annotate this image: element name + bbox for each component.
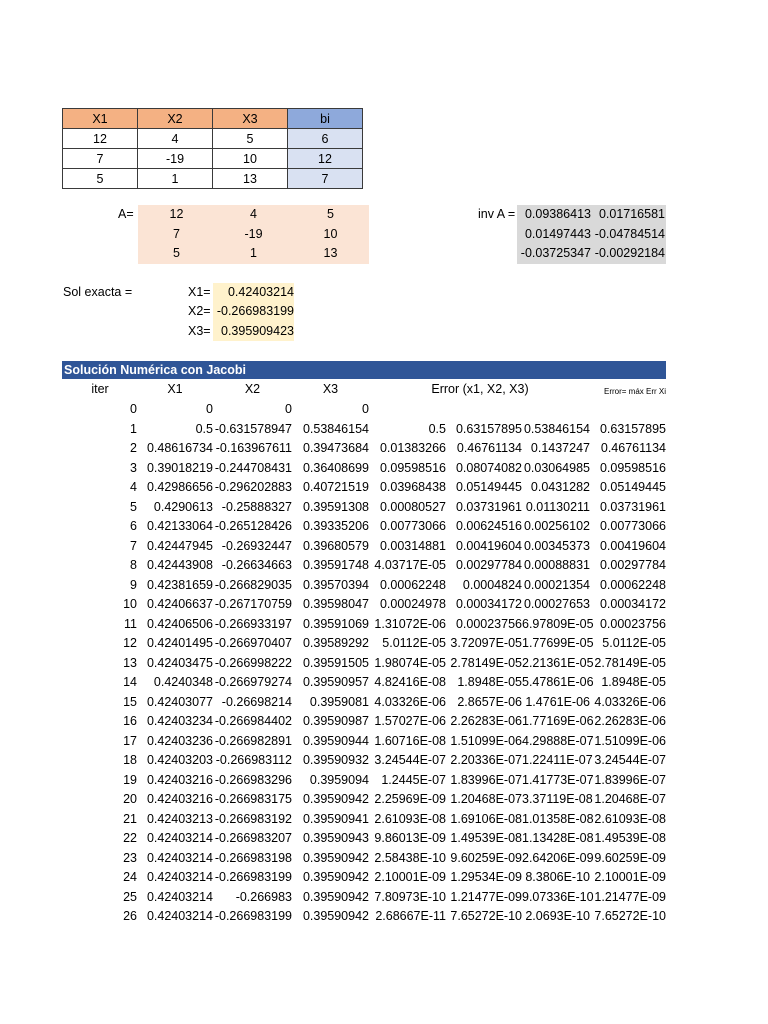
max-error-cell[interactable]: 0.46761134 bbox=[600, 441, 666, 455]
iter-cell[interactable]: 24 bbox=[123, 870, 137, 884]
x3-cell[interactable]: 0.39591308 bbox=[302, 499, 369, 514]
iter-cell[interactable]: 4 bbox=[130, 480, 137, 494]
iter-cell[interactable]: 20 bbox=[123, 792, 137, 806]
x2-cell[interactable]: -0.266983207 bbox=[214, 831, 292, 845]
x3-cell[interactable]: 0.39598047 bbox=[302, 597, 369, 611]
x3-cell[interactable]: 0.39335206 bbox=[302, 519, 369, 533]
iter-cell[interactable]: 15 bbox=[123, 694, 137, 709]
x2-cell[interactable]: -0.25888327 bbox=[221, 499, 292, 514]
system-table-row bbox=[63, 129, 363, 149]
x2-cell[interactable]: -0.266983175 bbox=[214, 792, 292, 806]
error-x3-cell[interactable]: 1.01358E-08 bbox=[522, 811, 594, 826]
cell[interactable]: 10 bbox=[213, 149, 288, 169]
error-x1-cell[interactable]: 1.98074E-05 bbox=[374, 655, 446, 670]
x3-cell[interactable]: 0.39590942 bbox=[302, 909, 369, 923]
error-x2-cell[interactable]: 1.83996E-07 bbox=[450, 772, 522, 787]
matrix-a-cell[interactable]: 12 bbox=[169, 207, 184, 221]
x1-cell[interactable]: 0.5 bbox=[195, 421, 213, 436]
max-error-cell[interactable]: 1.51099E-06 bbox=[594, 733, 666, 748]
inverse-a-cell[interactable]: 0.09386413 bbox=[524, 207, 591, 221]
x3-cell[interactable]: 0 bbox=[362, 402, 369, 416]
system-table bbox=[62, 108, 363, 189]
iter-cell[interactable]: 13 bbox=[123, 655, 137, 670]
x3-cell[interactable]: 0.39590957 bbox=[302, 675, 369, 689]
x2-cell[interactable]: -0.265128426 bbox=[214, 519, 292, 533]
max-error-cell[interactable]: 0.00062248 bbox=[599, 577, 666, 592]
iter-cell[interactable]: 19 bbox=[123, 772, 137, 787]
max-error-cell[interactable]: 0.00419604 bbox=[599, 538, 666, 553]
x2-cell[interactable]: -0.266983296 bbox=[214, 772, 292, 787]
error-x1-cell[interactable]: 5.0112E-05 bbox=[382, 636, 446, 650]
inverse-a-matrix bbox=[517, 205, 666, 264]
max-error-cell[interactable]: 1.83996E-07 bbox=[594, 772, 666, 787]
max-error-cell[interactable]: 0.00023756 bbox=[599, 616, 666, 631]
iter-cell[interactable]: 22 bbox=[123, 831, 137, 845]
error-x3-cell[interactable]: 0.53846154 bbox=[523, 421, 590, 436]
error-x1-cell[interactable]: 1.60716E-08 bbox=[374, 733, 446, 748]
header-cell[interactable]: X3 bbox=[213, 109, 288, 129]
x2-cell[interactable]: -0.266829035 bbox=[214, 577, 292, 592]
x3-header: X3 bbox=[322, 382, 339, 396]
error-x2-cell[interactable]: 1.21477E-09 bbox=[450, 889, 522, 904]
error-x3-cell[interactable]: 0.00027653 bbox=[523, 597, 590, 611]
x1-cell[interactable]: 0.42403077 bbox=[146, 694, 213, 709]
error-x2-cell[interactable]: 2.20336E-07 bbox=[450, 753, 522, 767]
iter-cell[interactable]: 26 bbox=[123, 909, 137, 923]
max-error-cell[interactable]: 0.00297784 bbox=[599, 558, 666, 572]
error-x3-cell[interactable]: 0.1437247 bbox=[530, 441, 590, 455]
error-x3-cell[interactable]: 0.00088831 bbox=[523, 558, 590, 572]
error-x3-cell[interactable]: 1.77169E-06 bbox=[522, 714, 594, 728]
error-x2-cell[interactable]: 0.63157895 bbox=[455, 421, 522, 436]
matrix-a-cell[interactable]: 7 bbox=[173, 226, 180, 241]
error-x2-cell[interactable]: 0.0004824 bbox=[462, 577, 522, 592]
max-error-cell[interactable]: 3.24544E-07 bbox=[594, 753, 666, 767]
x2-cell[interactable]: -0.266983112 bbox=[215, 753, 292, 767]
error-x2-cell[interactable]: 0.00624516 bbox=[455, 519, 522, 533]
error-x3-cell[interactable]: 1.41773E-07 bbox=[522, 772, 594, 787]
matrix-a-cell[interactable]: 4 bbox=[250, 207, 257, 221]
error-x1-cell[interactable]: 2.61093E-08 bbox=[374, 811, 446, 826]
x1-cell[interactable]: 0.42406637 bbox=[146, 597, 213, 611]
x2-cell[interactable]: -0.631578947 bbox=[214, 421, 292, 436]
error-x1-cell[interactable]: 2.25969E-09 bbox=[374, 792, 446, 806]
x3-cell[interactable]: 0.39590942 bbox=[302, 850, 369, 865]
x2-cell[interactable]: -0.266982891 bbox=[214, 733, 292, 748]
x2-header: X2 bbox=[244, 382, 261, 396]
iter-header: iter bbox=[91, 382, 109, 396]
x1-cell[interactable]: 0.42403213 bbox=[146, 811, 213, 826]
x3-cell[interactable]: 0.39590943 bbox=[302, 831, 369, 845]
matrix-a-cell[interactable]: 5 bbox=[173, 246, 180, 261]
error-x3-cell[interactable]: 9.07336E-10 bbox=[522, 889, 594, 904]
matrix-a bbox=[138, 205, 369, 264]
x1-cell[interactable]: 0.42403475 bbox=[146, 655, 213, 670]
error-x1-cell[interactable]: 1.2445E-07 bbox=[381, 772, 446, 787]
error-x1-cell[interactable]: 2.68667E-11 bbox=[375, 909, 446, 923]
x2-cell[interactable]: -0.163967611 bbox=[215, 441, 292, 455]
error-x2-cell[interactable]: 2.26283E-06 bbox=[450, 714, 522, 728]
cell[interactable]: 1 bbox=[138, 169, 213, 189]
x3-cell[interactable]: 0.39590942 bbox=[302, 889, 369, 904]
error-x3-cell[interactable]: 0.01130211 bbox=[525, 499, 590, 514]
x1-value[interactable]: 0.42403214 bbox=[227, 285, 294, 299]
iter-cell[interactable]: 21 bbox=[123, 811, 137, 826]
iter-cell[interactable]: 12 bbox=[123, 636, 137, 650]
inverse-a-cell[interactable]: -0.03725347 bbox=[520, 246, 591, 261]
iter-cell[interactable]: 8 bbox=[130, 558, 137, 572]
cell[interactable]: 5 bbox=[63, 169, 138, 189]
max-error-header: Error= máx Err Xi bbox=[603, 387, 666, 396]
x3-cell[interactable]: 0.39589292 bbox=[302, 636, 369, 650]
x3-cell[interactable]: 0.39590942 bbox=[302, 870, 369, 884]
error-x1-cell[interactable]: 1.57027E-06 bbox=[374, 714, 446, 728]
x1-cell[interactable]: 0.42403214 bbox=[146, 870, 213, 884]
x3-cell[interactable]: 0.36408699 bbox=[302, 460, 369, 475]
iter-cell[interactable]: 10 bbox=[123, 597, 137, 611]
matrix-a-cell[interactable]: 5 bbox=[327, 207, 334, 221]
x1-cell[interactable]: 0.42403216 bbox=[146, 772, 213, 787]
iter-cell[interactable]: 9 bbox=[130, 577, 137, 592]
x2-cell[interactable]: -0.266984402 bbox=[214, 714, 292, 728]
x1-cell[interactable]: 0.42403214 bbox=[146, 909, 213, 923]
x1-cell[interactable]: 0.42443908 bbox=[146, 558, 213, 572]
iter-cell[interactable]: 14 bbox=[123, 675, 137, 689]
x2-cell[interactable]: -0.266998222 bbox=[214, 655, 292, 670]
x3-cell[interactable]: 0.39590944 bbox=[302, 733, 369, 748]
error-x3-cell[interactable]: 2.0693E-10 bbox=[525, 909, 590, 923]
iter-cell[interactable]: 16 bbox=[123, 714, 137, 728]
inverse-a-cell[interactable]: 0.01716581 bbox=[598, 207, 665, 221]
max-error-cell[interactable]: 9.60259E-09 bbox=[594, 850, 666, 865]
cell[interactable]: -19 bbox=[138, 149, 213, 169]
error-x2-cell[interactable]: 1.8948E-05 bbox=[457, 675, 522, 689]
error-x2-cell[interactable]: 1.20468E-07 bbox=[450, 792, 522, 806]
x3-cell[interactable]: 0.39590942 bbox=[302, 792, 369, 806]
error-x3-cell[interactable]: 1.4761E-06 bbox=[525, 694, 590, 709]
x1-cell[interactable]: 0.42133064 bbox=[146, 519, 213, 533]
x2-cell[interactable]: -0.266933197 bbox=[214, 616, 292, 631]
error-x3-cell[interactable]: 0.00345373 bbox=[523, 538, 590, 553]
error-x3-cell[interactable]: 0.00021354 bbox=[523, 577, 590, 592]
iter-cell[interactable]: 1 bbox=[130, 421, 137, 436]
x3-cell[interactable]: 0.39591069 bbox=[302, 616, 369, 631]
inverse-a-cell[interactable]: -0.00292184 bbox=[594, 246, 665, 261]
x2-label: X2= bbox=[188, 304, 211, 318]
cell[interactable]: 13 bbox=[213, 169, 288, 189]
x3-label: X3= bbox=[188, 324, 211, 338]
x1-cell[interactable]: 0.42381659 bbox=[146, 577, 213, 592]
max-error-cell[interactable]: 0.00034172 bbox=[599, 597, 666, 611]
max-error-cell[interactable]: 0.09598516 bbox=[599, 460, 666, 475]
error-x3-cell[interactable]: 8.3806E-10 bbox=[525, 870, 590, 884]
iter-cell[interactable]: 3 bbox=[130, 460, 137, 475]
error-x1-cell[interactable]: 7.80973E-10 bbox=[374, 889, 446, 904]
x1-cell[interactable]: 0 bbox=[206, 402, 213, 416]
x3-cell[interactable]: 0.3959081 bbox=[309, 694, 369, 709]
error-x2-cell[interactable]: 1.69106E-08 bbox=[450, 811, 522, 826]
iter-cell[interactable]: 6 bbox=[130, 519, 137, 533]
x3-cell[interactable]: 0.39590987 bbox=[302, 714, 369, 728]
x1-cell[interactable]: 0.42401495 bbox=[146, 636, 213, 650]
matrix-a-cell[interactable]: -19 bbox=[244, 226, 263, 241]
error-x3-cell[interactable]: 0.03064985 bbox=[523, 460, 590, 475]
max-error-cell[interactable]: 5.0112E-05 bbox=[602, 636, 666, 650]
error-x1-cell[interactable]: 9.86013E-09 bbox=[374, 831, 446, 845]
error-x1-cell[interactable]: 0.00314881 bbox=[379, 538, 446, 553]
inverse-a-cell[interactable]: -0.04784514 bbox=[594, 226, 665, 241]
x1-cell[interactable]: 0.42403236 bbox=[146, 733, 213, 748]
x2-cell[interactable]: -0.26698214 bbox=[221, 694, 292, 709]
matrix-a-label: A= bbox=[118, 207, 134, 221]
x1-cell[interactable]: 0.48616734 bbox=[146, 441, 213, 455]
system-table-row bbox=[63, 169, 363, 189]
error-x1-cell[interactable]: 1.31072E-06 bbox=[374, 616, 446, 631]
error-x3-cell[interactable]: 0.0431282 bbox=[530, 480, 590, 494]
error-x1-cell[interactable]: 2.10001E-09 bbox=[374, 870, 446, 884]
x2-cell[interactable]: -0.26634663 bbox=[221, 558, 292, 572]
x1-cell[interactable]: 0.42403216 bbox=[146, 792, 213, 806]
iter-cell[interactable]: 5 bbox=[130, 499, 137, 514]
error-x1-cell[interactable]: 0.03968438 bbox=[379, 480, 446, 494]
max-error-cell[interactable]: 0.03731961 bbox=[599, 499, 666, 514]
x1-cell[interactable]: 0.42403214 bbox=[146, 850, 213, 865]
x1-cell[interactable]: 0.42986656 bbox=[146, 480, 213, 494]
error-x1-cell[interactable]: 0.09598516 bbox=[379, 460, 446, 475]
error-x1-cell[interactable]: 0.00062248 bbox=[379, 577, 446, 592]
x1-cell[interactable]: 0.42403214 bbox=[146, 831, 213, 845]
x3-value[interactable]: 0.395909423 bbox=[221, 324, 294, 338]
max-error-cell[interactable]: 0.63157895 bbox=[599, 421, 666, 436]
max-error-cell[interactable]: 1.49539E-08 bbox=[594, 831, 666, 845]
x2-cell[interactable]: -0.244708431 bbox=[214, 460, 292, 475]
error-x1-cell[interactable]: 3.24544E-07 bbox=[374, 753, 446, 767]
max-error-cell[interactable]: 2.10001E-09 bbox=[594, 870, 666, 884]
cell[interactable]: 6 bbox=[288, 129, 363, 149]
cell[interactable]: 12 bbox=[63, 129, 138, 149]
matrix-a-cell[interactable]: 10 bbox=[323, 226, 338, 241]
x3-cell[interactable]: 0.3959094 bbox=[309, 772, 369, 787]
x1-cell[interactable]: 0.42403234 bbox=[146, 714, 213, 728]
error-x3-cell[interactable]: 1.22411E-07 bbox=[522, 753, 593, 767]
error-header: Error (x1, X2, X3) bbox=[431, 382, 529, 396]
error-x1-cell[interactable]: 0.01383266 bbox=[379, 441, 446, 455]
cell[interactable]: 7 bbox=[288, 169, 363, 189]
max-error-cell[interactable]: 1.8948E-05 bbox=[601, 675, 666, 689]
iter-cell[interactable]: 7 bbox=[130, 538, 137, 553]
error-x2-cell[interactable]: 3.72097E-05 bbox=[450, 636, 522, 650]
error-x2-cell[interactable]: 0.00419604 bbox=[455, 538, 522, 553]
iter-cell[interactable]: 11 bbox=[124, 616, 137, 631]
x2-cell[interactable]: -0.26932447 bbox=[221, 538, 292, 553]
cell[interactable]: 4 bbox=[138, 129, 213, 149]
x2-cell[interactable]: -0.296202883 bbox=[214, 480, 292, 494]
error-x1-cell[interactable]: 4.82416E-08 bbox=[374, 675, 446, 689]
iter-cell[interactable]: 18 bbox=[123, 753, 137, 767]
error-x2-cell[interactable]: 2.8657E-06 bbox=[457, 694, 522, 709]
max-error-cell[interactable]: 2.26283E-06 bbox=[594, 714, 666, 728]
error-x2-cell[interactable]: 0.08074082 bbox=[455, 460, 522, 475]
error-x1-cell[interactable]: 2.58438E-10 bbox=[374, 850, 446, 865]
iter-cell[interactable]: 2 bbox=[130, 441, 137, 455]
error-x2-cell[interactable]: 9.60259E-09 bbox=[450, 850, 522, 865]
error-x1-cell[interactable]: 0.5 bbox=[428, 421, 446, 436]
max-error-cell[interactable]: 1.20468E-07 bbox=[594, 792, 666, 806]
header-cell[interactable]: bi bbox=[288, 109, 363, 129]
x3-cell[interactable]: 0.53846154 bbox=[302, 421, 369, 436]
error-x1-cell[interactable]: 0.00773066 bbox=[379, 519, 446, 533]
x2-cell[interactable]: -0.267170759 bbox=[214, 597, 292, 611]
x2-cell[interactable]: -0.266983192 bbox=[214, 811, 292, 826]
error-x2-cell[interactable]: 0.05149445 bbox=[455, 480, 522, 494]
x3-cell[interactable]: 0.39590941 bbox=[302, 811, 369, 826]
error-x3-cell[interactable]: 1.77699E-05 bbox=[522, 636, 594, 650]
max-error-cell[interactable]: 0.05149445 bbox=[599, 480, 666, 494]
max-error-cell[interactable]: 7.65272E-10 bbox=[594, 909, 666, 923]
x2-cell[interactable]: -0.266983 bbox=[235, 889, 292, 904]
cell[interactable]: 5 bbox=[213, 129, 288, 149]
x1-cell[interactable]: 0.42406506 bbox=[146, 616, 213, 631]
cell[interactable]: 7 bbox=[63, 149, 138, 169]
inverse-a-label: inv A = bbox=[478, 207, 516, 221]
iter-cell[interactable]: 17 bbox=[123, 733, 137, 748]
jacobi-title[interactable]: Solución Numérica con Jacobi bbox=[62, 361, 666, 379]
error-x2-cell[interactable]: 0.00023756 bbox=[455, 616, 522, 631]
x2-cell[interactable]: 0 bbox=[285, 402, 292, 416]
x1-cell[interactable]: 0.4240348 bbox=[153, 675, 213, 689]
x1-cell[interactable]: 0.42403203 bbox=[146, 753, 213, 767]
x3-cell[interactable]: 0.39680579 bbox=[302, 538, 369, 553]
x1-cell[interactable]: 0.4290613 bbox=[153, 499, 213, 514]
error-x1-cell[interactable]: 4.03326E-06 bbox=[374, 694, 446, 709]
error-x2-cell[interactable]: 1.29534E-09 bbox=[450, 870, 522, 884]
x3-cell[interactable]: 0.39570394 bbox=[302, 577, 369, 592]
error-x2-cell[interactable]: 0.00297784 bbox=[455, 558, 522, 572]
cell[interactable]: 12 bbox=[288, 149, 363, 169]
error-x2-cell[interactable]: 0.00034172 bbox=[455, 597, 522, 611]
error-x3-cell[interactable]: 4.29888E-07 bbox=[522, 733, 594, 748]
iter-cell[interactable]: 0 bbox=[130, 402, 137, 416]
max-error-cell[interactable]: 2.61093E-08 bbox=[594, 811, 666, 826]
error-x2-cell[interactable]: 1.51099E-06 bbox=[450, 733, 522, 748]
x3-cell[interactable]: 0.39591505 bbox=[302, 655, 369, 670]
x3-cell[interactable]: 0.39473684 bbox=[302, 441, 369, 455]
iter-cell[interactable]: 23 bbox=[123, 850, 137, 865]
max-error-cell[interactable]: 2.78149E-05 bbox=[594, 655, 666, 670]
x2-cell[interactable]: -0.266983199 bbox=[214, 909, 292, 923]
inverse-a-cell[interactable]: 0.01497443 bbox=[524, 226, 591, 241]
header-cell[interactable]: X1 bbox=[63, 109, 138, 129]
error-x1-cell[interactable]: 0.00024978 bbox=[379, 597, 446, 611]
error-x1-cell[interactable]: 0.00080527 bbox=[379, 499, 446, 514]
error-x3-cell[interactable]: 5.47861E-06 bbox=[522, 675, 594, 689]
error-x3-cell[interactable]: 0.00256102 bbox=[523, 519, 590, 533]
max-error-cell[interactable]: 0.00773066 bbox=[599, 519, 666, 533]
x1-label: X1= bbox=[188, 285, 211, 299]
system-table-header bbox=[63, 109, 363, 129]
error-x3-cell[interactable]: 2.21361E-05 bbox=[522, 655, 594, 670]
error-x3-cell[interactable]: 1.13428E-08 bbox=[522, 831, 594, 845]
header-cell[interactable]: X2 bbox=[138, 109, 213, 129]
error-x2-cell[interactable]: 7.65272E-10 bbox=[450, 909, 522, 923]
x3-cell[interactable]: 0.39590932 bbox=[302, 753, 369, 767]
exact-solution-label: Sol exacta = bbox=[63, 285, 133, 299]
iter-cell[interactable]: 25 bbox=[123, 889, 137, 904]
x1-cell[interactable]: 0.42403214 bbox=[146, 889, 213, 904]
x1-header: X1 bbox=[167, 382, 183, 396]
x2-cell[interactable]: -0.266970407 bbox=[214, 636, 292, 650]
max-error-cell[interactable]: 1.21477E-09 bbox=[594, 889, 666, 904]
error-x1-cell[interactable]: 4.03717E-05 bbox=[374, 558, 446, 572]
error-x2-cell[interactable]: 0.46761134 bbox=[456, 441, 522, 455]
error-x3-cell[interactable]: 2.64206E-09 bbox=[522, 850, 594, 865]
x2-cell[interactable]: -0.266983199 bbox=[214, 870, 292, 884]
x3-cell[interactable]: 0.39591748 bbox=[302, 558, 369, 572]
x1-cell[interactable]: 0.39018219 bbox=[146, 460, 213, 475]
error-x3-cell[interactable]: 6.97809E-05 bbox=[522, 616, 594, 631]
error-x2-cell[interactable]: 2.78149E-05 bbox=[450, 655, 522, 670]
x2-cell[interactable]: -0.266979274 bbox=[214, 675, 292, 689]
x3-cell[interactable]: 0.40721519 bbox=[302, 480, 369, 494]
matrix-a-cell[interactable]: 1 bbox=[250, 246, 257, 261]
matrix-a-cell[interactable]: 13 bbox=[323, 246, 338, 261]
x2-value[interactable]: -0.266983199 bbox=[216, 304, 294, 318]
system-table-row bbox=[63, 149, 363, 169]
max-error-cell[interactable]: 4.03326E-06 bbox=[594, 694, 666, 709]
x1-cell[interactable]: 0.42447945 bbox=[146, 538, 213, 553]
x2-cell[interactable]: -0.266983198 bbox=[214, 850, 292, 865]
error-x2-cell[interactable]: 0.03731961 bbox=[455, 499, 522, 514]
error-x3-cell[interactable]: 3.37119E-08 bbox=[522, 792, 593, 806]
error-x2-cell[interactable]: 1.49539E-08 bbox=[450, 831, 522, 845]
